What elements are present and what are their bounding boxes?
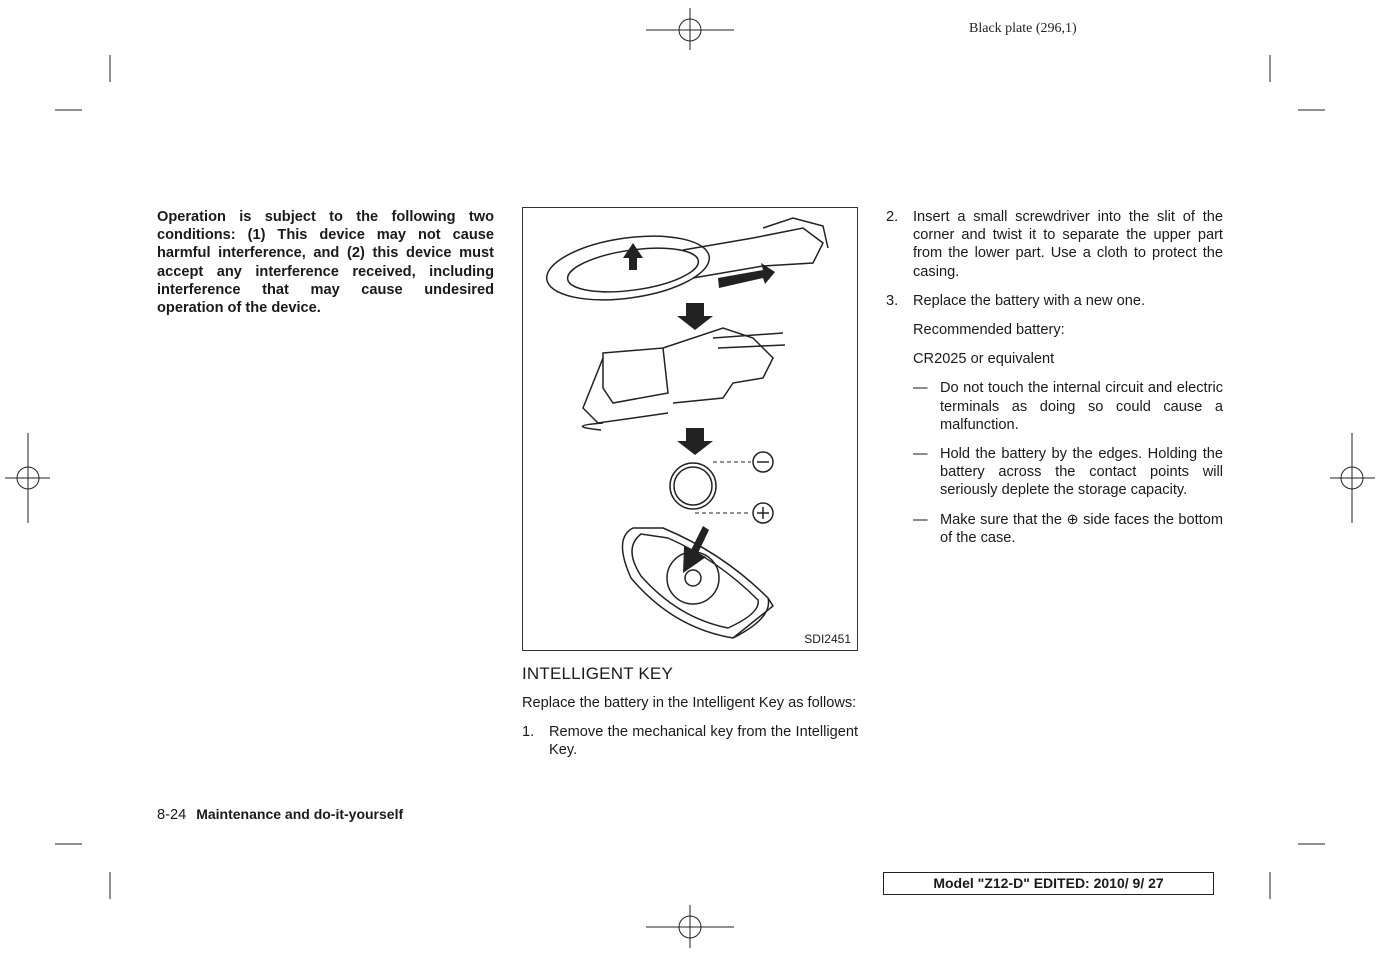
key-case-bottom [622, 528, 773, 638]
note-item [913, 379, 1223, 434]
right-column [886, 208, 1223, 558]
step-text: Replace the battery with a new one. [913, 292, 1146, 309]
recommended-label: Recommended battery: [913, 322, 1065, 339]
arrow-up-icon [623, 243, 643, 270]
section-heading: INTELLIGENT KEY [522, 664, 674, 683]
battery-replacement-figure [522, 207, 858, 651]
arrow-down-icon-2 [677, 428, 713, 455]
page-footer [157, 806, 403, 823]
note-text: Hold the battery by the edges. Holding the battery across the contact points will seriously deplete the storage capacity. [940, 446, 1223, 499]
section-title: Maintenance and do-it-yourself [196, 806, 404, 822]
middle-column [522, 664, 858, 771]
step-number: 3. [886, 292, 899, 309]
intro-text: Replace the battery in the Intelligent Key as follows: [522, 695, 857, 711]
step-text: Insert a small screwdriver into the slit of the corner and twist it to separate the upper part from the lower part. Use a cloth to protect the casing. [913, 209, 1223, 280]
note-text: Make sure that the ⊕ side faces the bottom of the case. [940, 511, 1223, 546]
figure-illustration [523, 208, 857, 650]
note-item [913, 445, 1223, 500]
step-text: Remove the mechanical key from the Intelligent Key. [549, 724, 858, 759]
step-2 [886, 208, 1223, 281]
plate-label: Black plate (296,1) [969, 21, 1077, 36]
note-dash: — [913, 380, 928, 397]
key-case-opening [582, 328, 785, 430]
step-number: 1. [522, 724, 535, 741]
arrow-down-icon [677, 303, 713, 330]
note-dash: — [913, 446, 928, 463]
compliance-notice: Operation is subject to the following two conditions: (1) This device may not cause harmful interference, and (2) this device must accept any interference received, including interference that may cause undesired operation of the device. [157, 209, 494, 317]
step-3 [886, 292, 1223, 310]
recommended-value: CR2025 or equivalent [913, 351, 1055, 368]
step-number: 2. [886, 209, 899, 225]
page-number: 8-24 [157, 807, 187, 823]
key-fob-top [543, 227, 714, 309]
note-dash: — [913, 511, 928, 528]
step-1 [522, 723, 858, 759]
arrow-right-icon [718, 263, 775, 288]
note-text: Do not touch the internal circuit and electric terminals as doing so could cause a malfunction. [940, 380, 1223, 433]
battery-coin [670, 463, 716, 509]
model-edited-box: Model "Z12-D" EDITED: 2010/ 9/ 27 [883, 872, 1214, 895]
note-item [913, 511, 1223, 547]
figure-code: SDI2451 [804, 632, 851, 646]
